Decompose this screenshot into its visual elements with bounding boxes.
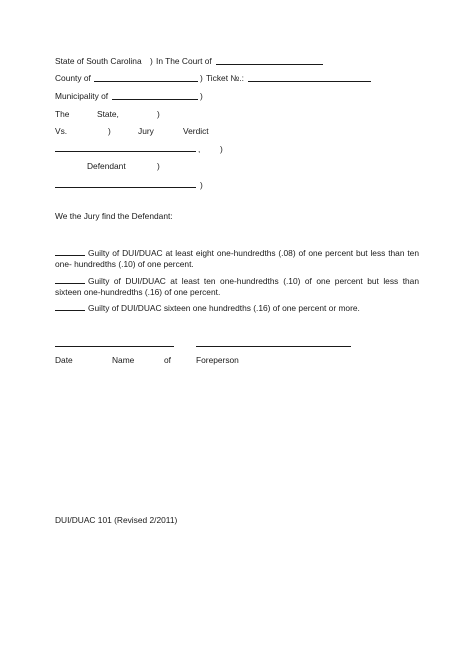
verdict-option: Guilty of DUI/DUAC at least ten one-hundredths (.10) of one percent but less than sixteen one-hundredths (.16) of one percent. — [55, 276, 419, 297]
ticket-number-blank[interactable] — [248, 81, 371, 82]
verdict-option: Guilty of DUI/DUAC sixteen one hundredths (.16) of one percent or more. — [55, 303, 419, 314]
court-paren: ) — [150, 56, 153, 66]
foreperson-label: Foreperson — [196, 355, 239, 365]
final-paren: ) — [200, 180, 203, 190]
verdict-mark-blank[interactable] — [55, 303, 85, 311]
date-label: Date — [55, 355, 73, 365]
defendant-address-blank[interactable] — [55, 187, 196, 188]
defendant-label: Defendant — [87, 161, 126, 171]
foreperson-signature-line[interactable] — [196, 346, 351, 347]
municipality-blank[interactable] — [112, 99, 198, 100]
county-blank[interactable] — [94, 81, 198, 82]
jury-finding-intro: We the Jury find the Defendant: — [55, 211, 173, 221]
the-label: The — [55, 109, 70, 119]
verdict-label: Verdict — [183, 126, 209, 136]
ticket-paren: ) — [200, 73, 203, 83]
defendant-name-blank[interactable] — [55, 151, 196, 152]
defendant-name-comma: , — [198, 144, 201, 154]
date-name-signature-line[interactable] — [55, 346, 174, 347]
verdict-mark-blank[interactable] — [55, 276, 85, 284]
name-label: Name — [112, 355, 135, 365]
state-of-south-carolina-label: State of South Carolina — [55, 56, 142, 66]
verdict-option: Guilty of DUI/DUAC at least eight one-hundredths (.08) of one percent but less than ten one- hundredths (.10) of one percent. — [55, 248, 419, 269]
verdict-mark-blank[interactable] — [55, 248, 85, 256]
ticket-number-label: Ticket №.: — [206, 73, 244, 83]
state-paren: ) — [157, 109, 160, 119]
municipality-paren: ) — [200, 91, 203, 101]
municipality-of-label: Municipality of — [55, 91, 109, 101]
vs-paren: ) — [108, 126, 111, 136]
jury-label: Jury — [138, 126, 154, 136]
defendant-paren: ) — [157, 161, 160, 171]
of-label: of — [164, 355, 171, 365]
court-name-blank[interactable] — [216, 64, 323, 65]
defendant-name-paren: ) — [220, 144, 223, 154]
county-of-label: County of — [55, 73, 91, 83]
form-number-footer: DUI/DUAC 101 (Revised 2/2011) — [55, 515, 178, 525]
vs-label: Vs. — [55, 126, 68, 136]
in-the-court-of-label: In The Court of — [156, 56, 212, 66]
state-label: State, — [97, 109, 119, 119]
